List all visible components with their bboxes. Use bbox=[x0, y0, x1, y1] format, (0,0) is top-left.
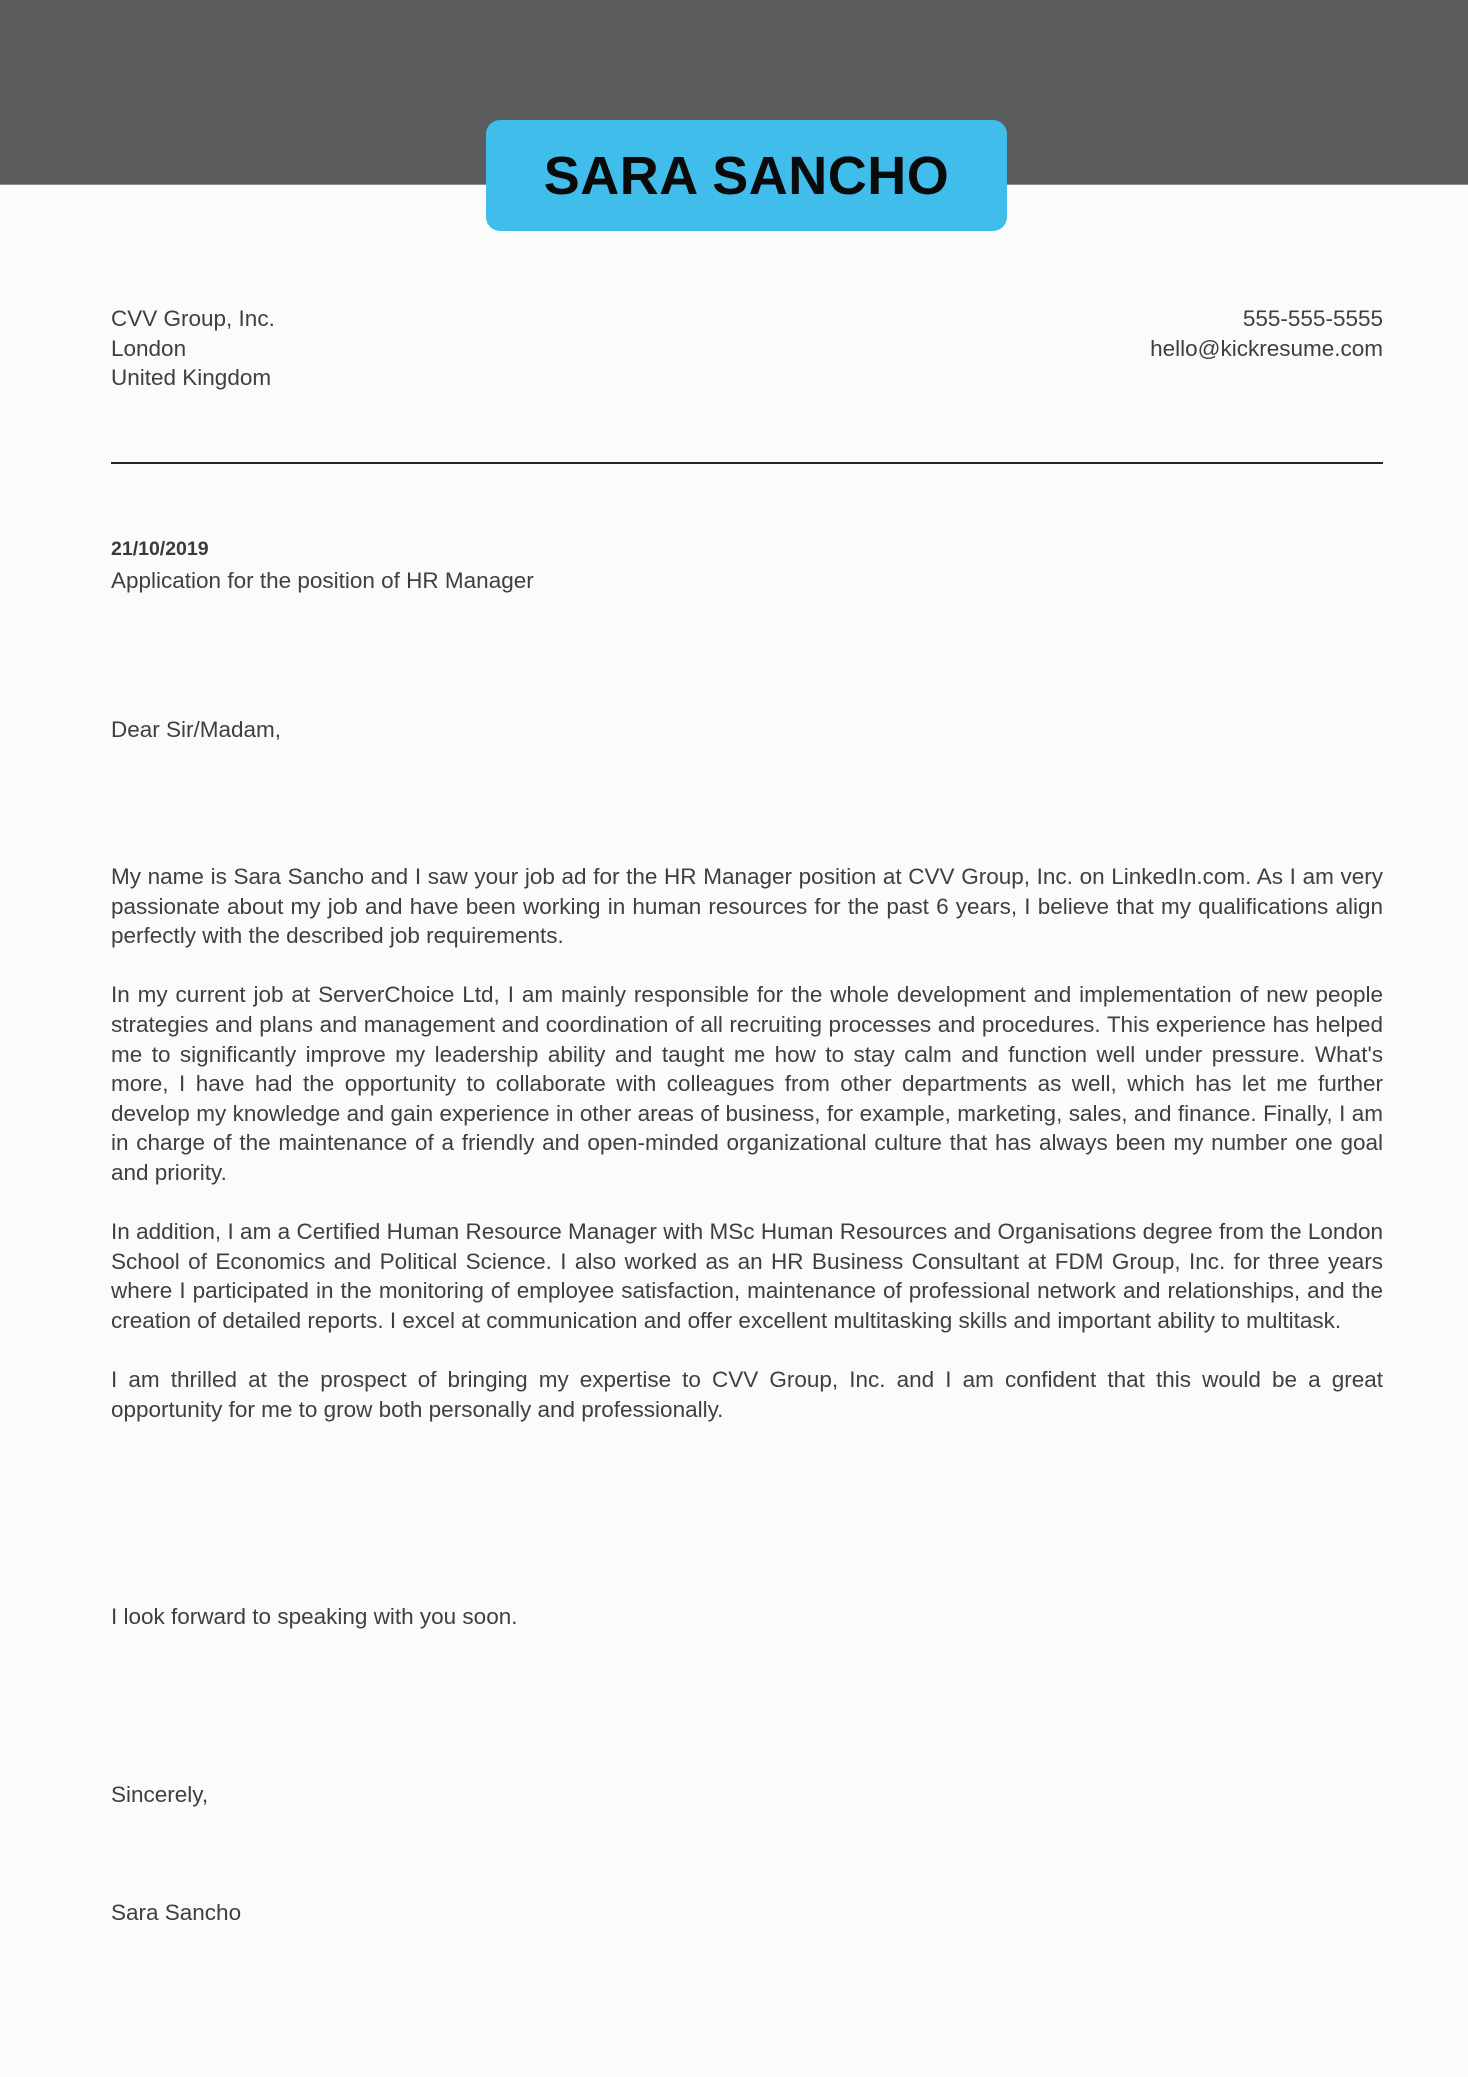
recipient-country: United Kingdom bbox=[111, 365, 272, 391]
body-paragraph: In my current job at ServerChoice Ltd, I am mainly responsible for the whole development and implementation of new people strategies and plans and management and coordination of all recruiting processes and procedures. This experience has helped me to significantly improve my leadership ability and taught me how to stay calm and function well under pressure. What's more, I have had the opportunity to collaborate with colleagues from other departments as well, which has let me further develop my knowledge and gain experience in other areas of business, for example, marketing, sales, and finance. Finally, I am in charge of the maintenance of a friendly and open-minded organizational culture that has always been my number one goal and priority. bbox=[111, 982, 1383, 1185]
closing-line: I look forward to speaking with you soon. bbox=[111, 1604, 518, 1629]
letter-subject: Application for the position of HR Manager bbox=[111, 568, 534, 593]
body-paragraph: My name is Sara Sancho and I saw your job ad for the HR Manager position at CVV Group, Inc. on LinkedIn.com. As I am very passionate about my job and have been working in human resources for the past 6 years, I believe that my qualifications align perfectly with the described job requirements. bbox=[111, 864, 1383, 949]
divider bbox=[111, 462, 1383, 464]
letter-body bbox=[111, 862, 1383, 1454]
recipient-company: CVV Group, Inc. bbox=[111, 306, 275, 331]
recipient-address bbox=[111, 304, 275, 393]
contact-phone: 555-555-5555 bbox=[1242, 306, 1383, 331]
body-paragraph: I am thrilled at the prospect of bringing my expertise to CVV Group, Inc. and I am confident that this would be a great opportunity for me to grow both personally and professionally. bbox=[111, 1367, 1383, 1422]
signature: Sara Sancho bbox=[111, 1900, 242, 1925]
body-paragraph: In addition, I am a Certified Human Resource Manager with MSc Human Resources and Organisations degree from the London School of Economics and Political Science. I also worked as an HR Business Consultant at FDM Group, Inc. for three years where I participated in the monitoring of employee satisfaction, maintenance of professional network and relationships, and the creation of detailed reports. I excel at communication and offer excellent multitasking skills and important ability to multitask. bbox=[111, 1219, 1383, 1333]
letter-date: 21/10/2019 bbox=[111, 538, 209, 560]
salutation: Dear Sir/Madam, bbox=[111, 717, 282, 742]
applicant-name: SARA SANCHO bbox=[543, 145, 950, 206]
contact-email: hello@kickresume.com bbox=[1150, 335, 1383, 361]
name-banner bbox=[486, 120, 1007, 231]
contact-info bbox=[1150, 304, 1383, 363]
recipient-city: London bbox=[111, 335, 187, 361]
signoff: Sincerely, bbox=[111, 1782, 209, 1807]
